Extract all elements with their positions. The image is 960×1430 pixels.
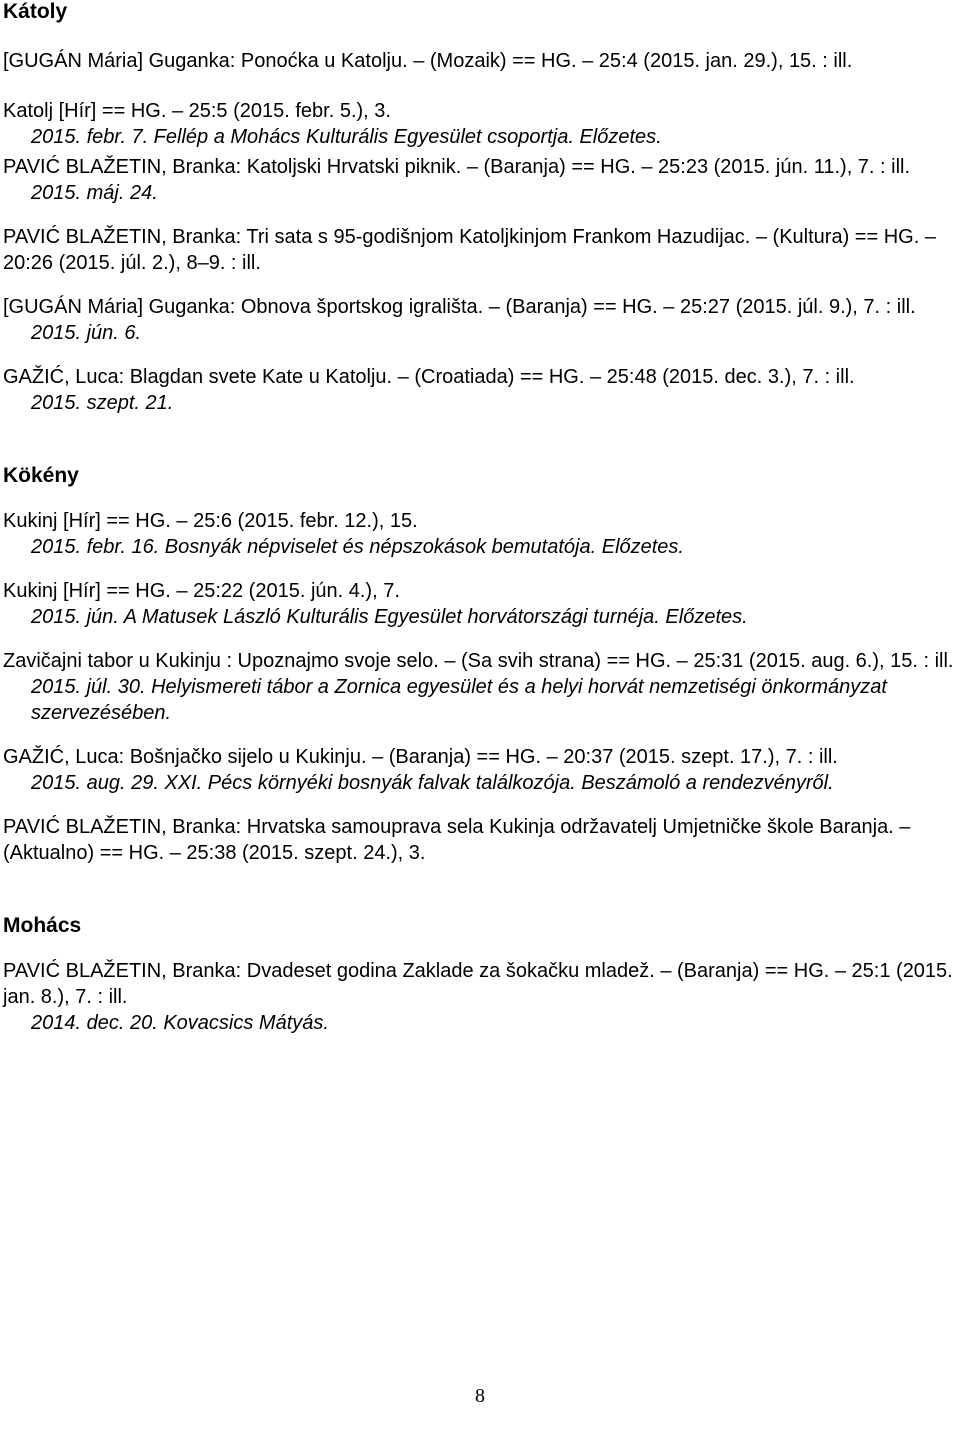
entry-text: PAVIĆ BLAŽETIN, Branka: Tri sata s 95-godišnjom Katoljkinjom Frankom Hazudijac. – (Kultura) == HG. – 20:26 (2015. júl. 2.), 8–9. : ill. [3, 226, 936, 274]
bibliography-entry [3, 508, 955, 560]
bibliography-entry [3, 578, 955, 630]
bibliography-entry [3, 648, 955, 726]
entry-text: PAVIĆ BLAŽETIN, Branka: Dvadeset godina Zaklade za šokačku mladež. – (Baranja) == HG. – 25:1 (2015. jan. 8.), 7. : ill. [3, 960, 953, 1008]
entry-text: GAŽIĆ, Luca: Bošnjačko sijelo u Kukinju. – (Baranja) == HG. – 20:37 (2015. szept. 17.), 7. : ill. [3, 746, 838, 768]
entry-note: 2015. jún. 6. [31, 322, 142, 344]
bibliography-entry [3, 98, 955, 150]
document-page [3, 0, 955, 1036]
entry-text: GAŽIĆ, Luca: Blagdan svete Kate u Katolju. – (Croatiada) == HG. – 25:48 (2015. dec. 3.), 7. : ill. [3, 366, 855, 388]
entry-note: 2015. aug. 29. XXI. Pécs környéki bosnyák falvak találkozója. Beszámoló a rendezvényről. [31, 772, 834, 794]
bibliography-entry [3, 48, 955, 74]
entry-note: 2015. szept. 21. [31, 392, 174, 414]
bibliography-entry [3, 744, 955, 796]
entry-text: PAVIĆ BLAŽETIN, Branka: Katoljski Hrvatski piknik. – (Baranja) == HG. – 25:23 (2015. jún. 11.), 7. : ill. [3, 156, 911, 178]
bibliography-entry [3, 958, 955, 1036]
entry-text: Kukinj [Hír] == HG. – 25:6 (2015. febr. 12.), 15. [3, 510, 418, 532]
section-heading-mohacs: Mohács [3, 914, 82, 937]
entry-text: [GUGÁN Mária] Guganka: Ponoćka u Katolju. – (Mozaik) == HG. – 25:4 (2015. jan. 29.), 15. : ill. [3, 50, 853, 72]
bibliography-entry [3, 224, 955, 276]
page-number: 8 [475, 1385, 485, 1407]
bibliography-entry [3, 364, 955, 416]
bibliography-entry [3, 294, 955, 346]
entry-note: 2014. dec. 20. Kovacsics Mátyás. [31, 1012, 329, 1034]
section-heading-kokeny: Kökény [3, 464, 79, 487]
bibliography-entry [3, 814, 955, 866]
entry-text: Zavičajni tabor u Kukinju : Upoznajmo svoje selo. – (Sa svih strana) == HG. – 25:31 (2015. aug. 6.), 15. : ill. [3, 650, 954, 672]
section-heading-katoly: Kátoly [3, 0, 68, 23]
entry-note: 2015. máj. 24. [31, 182, 158, 204]
entry-text: [GUGÁN Mária] Guganka: Obnova športskog igrališta. – (Baranja) == HG. – 25:27 (2015. júl. 9.), 7. : ill. [3, 296, 916, 318]
bibliography-entry [3, 154, 955, 206]
entry-note: 2015. febr. 7. Fellép a Mohács Kulturális Egyesület csoportja. Előzetes. [31, 126, 662, 148]
entry-text: Katolj [Hír] == HG. – 25:5 (2015. febr. 5.), 3. [3, 100, 391, 122]
entry-text: Kukinj [Hír] == HG. – 25:22 (2015. jún. 4.), 7. [3, 580, 400, 602]
entry-note: 2015. jún. A Matusek László Kulturális Egyesület horvátországi turnéja. Előzetes. [31, 606, 748, 628]
entry-text: PAVIĆ BLAŽETIN, Branka: Hrvatska samouprava sela Kukinja održavatelj Umjetničke škole Baranja. – (Aktualno) == HG. – 25:38 (2015. szept. 24.), 3. [3, 816, 911, 864]
entry-note: 2015. febr. 16. Bosnyák népviselet és népszokások bemutatója. Előzetes. [31, 536, 684, 558]
entry-note: 2015. júl. 30. Helyismereti tábor a Zornica egyesület és a helyi horvát nemzetiségi önkormányzat szervezésében. [31, 676, 887, 724]
